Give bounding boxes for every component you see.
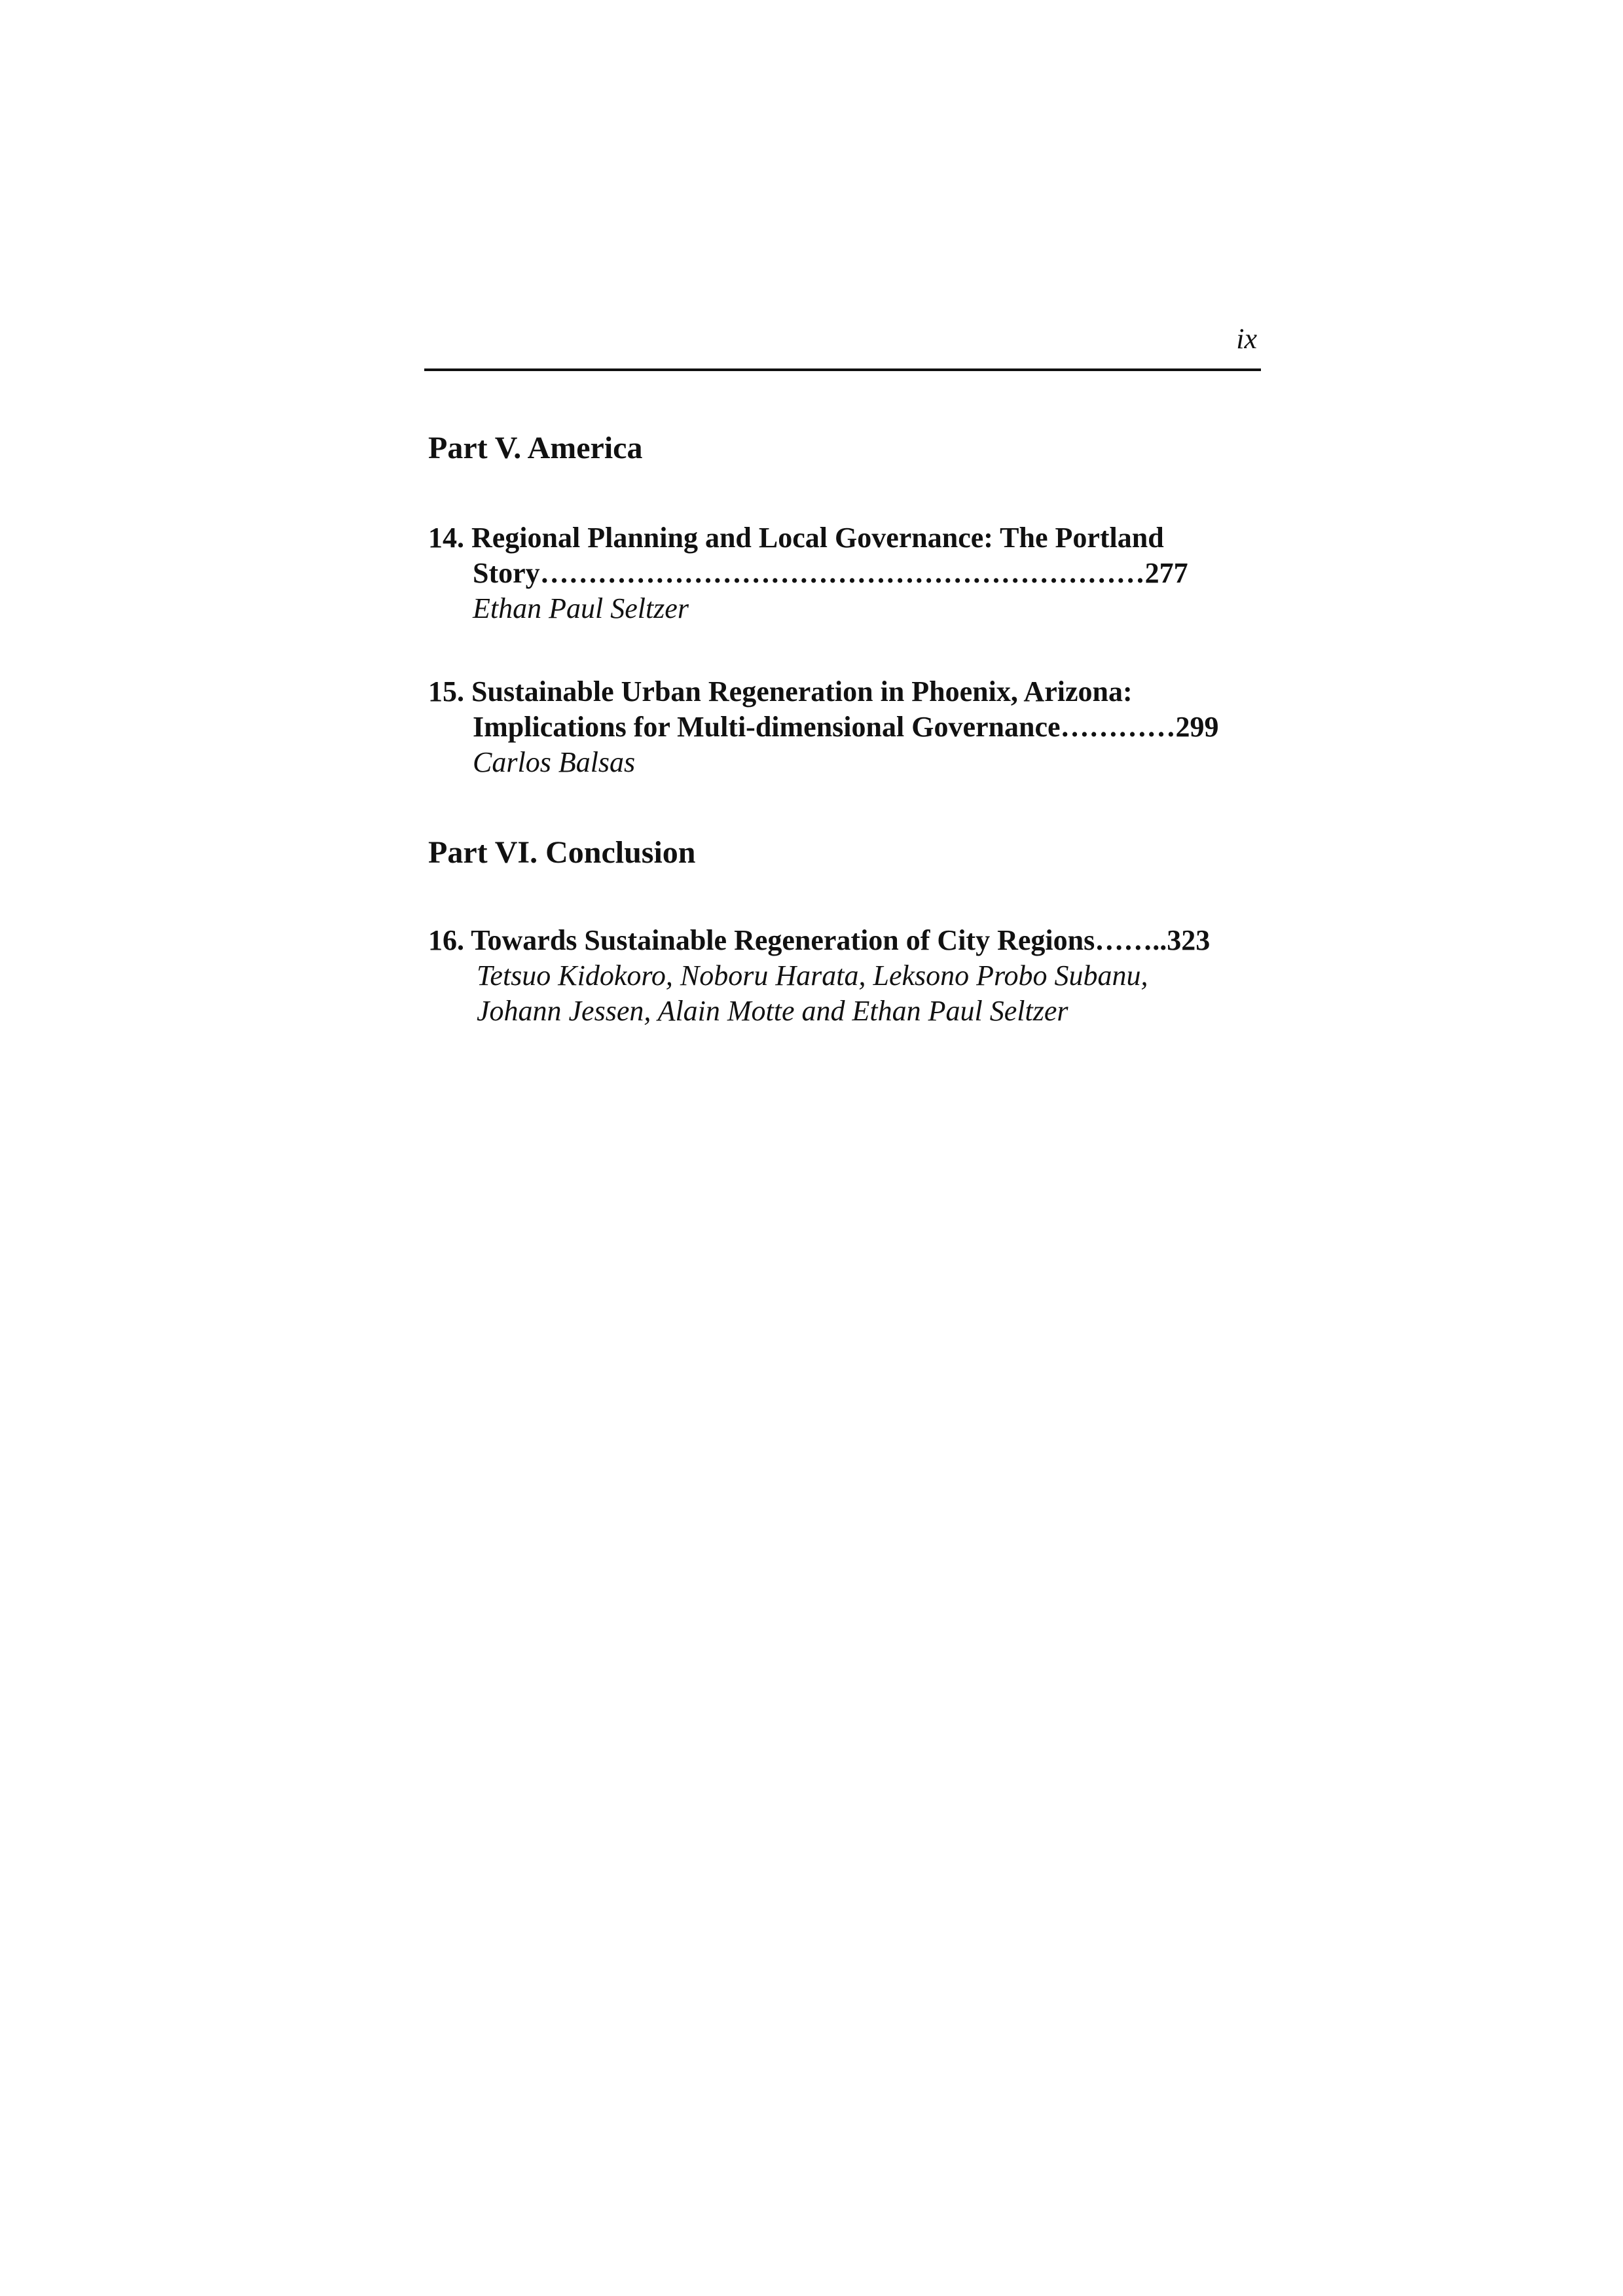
toc-entry-title-line: Implications for Multi-dimensional Governance…………299 bbox=[473, 711, 1219, 743]
toc-entry-title: Regional Planning and Local Governance: The Portland bbox=[471, 522, 1164, 554]
toc-entry-author: Johann Jessen, Alain Motte and Ethan Paul Seltzer bbox=[477, 995, 1068, 1027]
toc-entry-16 bbox=[428, 923, 1260, 1029]
toc-entry-author: Ethan Paul Seltzer bbox=[473, 592, 689, 624]
toc-entry-author: Tetsuo Kidokoro, Noboru Harata, Leksono Probo Subanu, bbox=[477, 960, 1148, 992]
toc-entry-number: 15. bbox=[428, 675, 464, 708]
toc-entry-title-line bbox=[428, 520, 1260, 556]
toc-entry-title-line: Story………………………………………………………277 bbox=[473, 557, 1188, 589]
toc-entry-number: 14. bbox=[428, 522, 464, 554]
page-number: ix bbox=[1236, 323, 1257, 355]
toc-entry-title: Sustainable Urban Regeneration in Phoenix, Arizona: bbox=[471, 675, 1133, 708]
toc-entry-author: Carlos Balsas bbox=[473, 746, 636, 778]
toc-entry-title: Towards Sustainable Regeneration of City Regions……..323 bbox=[471, 924, 1211, 956]
toc-entry-14 bbox=[428, 520, 1260, 626]
part-heading-america: Part V. America bbox=[428, 431, 643, 465]
toc-entry-number: 16. bbox=[428, 924, 464, 956]
header-rule bbox=[424, 368, 1261, 371]
toc-entry-title-line bbox=[428, 923, 1260, 958]
part-heading-conclusion: Part VI. Conclusion bbox=[428, 835, 696, 870]
toc-entry-title-line bbox=[428, 674, 1260, 709]
toc-entry-15 bbox=[428, 674, 1260, 780]
